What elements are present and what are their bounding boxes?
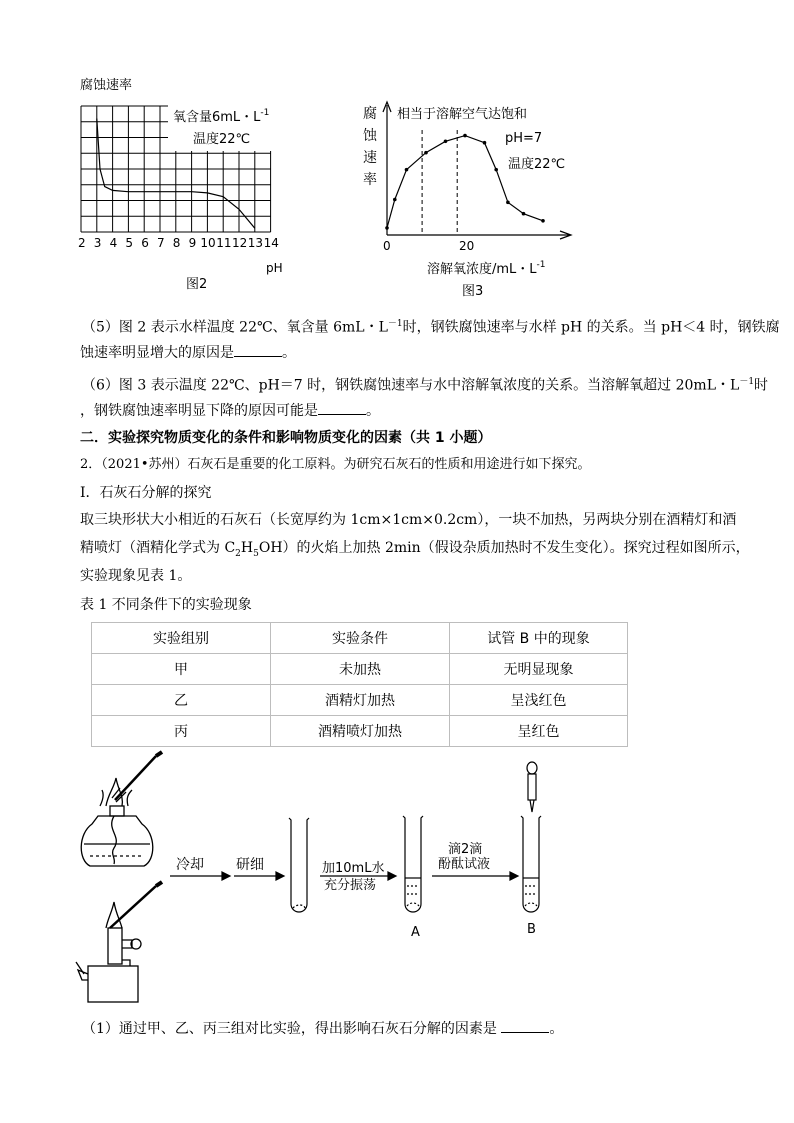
fig3-data-point <box>506 201 510 205</box>
fig3-tick-20: 20 <box>459 239 475 253</box>
fig2-x-tick-label: 14 <box>263 236 279 250</box>
table-header-row <box>92 623 628 654</box>
fig2-x-ticks <box>78 236 279 250</box>
table-cell: 酒精灯加热 <box>271 685 450 716</box>
alcohol-blowtorch-icon <box>76 882 162 1002</box>
q6-answer-blank <box>318 400 366 415</box>
svg-text:腐: 腐 <box>363 106 377 122</box>
q1-line: （1）通过甲、乙、丙三组对比实验，得出影响石灰石分解的因素是 。 <box>82 1018 563 1039</box>
experiment-diagram <box>70 748 590 1010</box>
step-phenolphthalein-label: 酚酞试液 <box>438 857 491 872</box>
fig2-x-tick-label: 10 <box>200 236 216 250</box>
fig2-caption: 图2 <box>186 277 208 292</box>
table-row <box>92 685 628 716</box>
svg-text:速: 速 <box>363 150 377 166</box>
fig2-x-tick-label: 12 <box>232 236 248 250</box>
table1-caption: 表 1 不同条件下的实验现象 <box>80 597 252 613</box>
q5-line2: 蚀速率明显增大的原因是 。 <box>80 342 296 363</box>
fig3-caption: 图3 <box>462 284 484 299</box>
para-line2: 精喷灯（酒精化学式为 $C_2H_5OH$）的火焰上加热 2min（假设杂质加热时不发生变化）。探究过程如图所示， <box>80 540 750 559</box>
table-cell: 酒精喷灯加热 <box>271 716 450 747</box>
table-header-cell: 实验组别 <box>92 623 271 654</box>
q6-line1: （6）图 3 表示温度 22℃、pH＝7 时，钢铁腐蚀速率与水中溶解氧浓度的关系。当溶解氧超过 20mL・$L^{-1}$时 <box>82 377 769 394</box>
table-cell: 呈浅红色 <box>450 685 628 716</box>
figure-3-chart <box>355 100 575 305</box>
fig3-data-point <box>393 198 397 202</box>
fig2-legend-line2: 温度22℃ <box>193 132 251 147</box>
q6-line2: ，钢铁腐蚀速率明显下降的原因可能是 。 <box>80 400 380 421</box>
table-cell: 无明显现象 <box>450 654 628 685</box>
fig2-x-tick-label: 9 <box>188 236 197 250</box>
problem-2-intro: 2．（2021•苏州）石灰石是重要的化工原料。为研究石灰石的性质和用途进行如下探究。 <box>80 457 591 472</box>
fig2-legend-line1: 氧含量6mL・$L^{-1}$ <box>173 108 270 125</box>
table-cell: 甲 <box>92 654 271 685</box>
q1-answer-blank <box>501 1018 549 1033</box>
test-tube-powder-icon <box>289 818 309 912</box>
fig3-data-point <box>385 226 389 230</box>
svg-text:率: 率 <box>363 172 377 188</box>
fig2-x-tick-label: 11 <box>216 236 232 250</box>
step-drop-label: 滴2滴 <box>448 842 483 857</box>
fig2-x-tick-label: 4 <box>109 236 118 250</box>
fig2-x-tick-label: 3 <box>93 236 102 250</box>
fig3-points <box>385 134 545 230</box>
table-1 <box>91 622 628 747</box>
table-header-cell: 试管 B 中的现象 <box>450 623 628 654</box>
fig2-xlabel: pH <box>266 261 283 275</box>
table-header-cell: 实验条件 <box>271 623 450 654</box>
q5-answer-blank <box>234 342 282 357</box>
fig3-data-point <box>424 151 428 155</box>
test-tube-a-icon <box>403 816 423 912</box>
alcohol-lamp-icon <box>81 752 162 866</box>
tube-a-label: A <box>411 925 420 940</box>
para-line1: 取三块形状大小相近的石灰石（长宽厚约为 1cm×1cm×0.2cm），一块不加热，另两块分别在酒精灯和酒 <box>80 512 737 528</box>
tube-b-label: B <box>527 922 536 937</box>
fig3-data-point <box>444 139 448 143</box>
para-line3: 实验现象见表 1。 <box>80 568 192 584</box>
fig3-tick-0: 0 <box>383 239 391 253</box>
fig2-x-tick-label: 5 <box>125 236 134 250</box>
step-shake-label: 充分振荡 <box>324 878 377 893</box>
fig3-xlabel: 溶解氧浓度/mL・$L^{-1}$ <box>427 260 546 277</box>
fig3-ylabel <box>363 106 378 188</box>
step-add-water-label: 加10mL水 <box>322 861 385 876</box>
fig3-data-point <box>522 212 526 216</box>
fig3-temp-label: 温度22℃ <box>508 157 566 172</box>
fig3-curve <box>387 136 543 228</box>
fig3-ph-label: pH=7 <box>505 131 543 146</box>
fig3-data-point <box>541 219 545 223</box>
part-i-title: Ⅰ．石灰石分解的探究 <box>80 485 212 501</box>
dropper-icon <box>527 762 537 812</box>
fig2-x-tick-label: 8 <box>172 236 181 250</box>
table-row <box>92 716 628 747</box>
figure-2-chart <box>70 95 310 295</box>
step-cool-label: 冷却 <box>176 857 204 873</box>
q5-line1: （5）图 2 表示水样温度 22℃、氧含量 6mL・$L^{-1}$时，钢铁腐蚀速率与水样 pH 的关系。当 pH＜4 时，钢铁腐 <box>82 319 780 336</box>
table-cell: 未加热 <box>271 654 450 685</box>
fig2-x-tick-label: 13 <box>247 236 264 250</box>
fig3-data-point <box>463 134 467 138</box>
fig3-data-point <box>494 168 498 172</box>
test-tube-b-icon <box>521 816 541 912</box>
fig3-data-point <box>483 141 487 145</box>
section-2-title: 二．实验探究物质变化的条件和影响物质变化的因素（共 1 小题） <box>80 430 492 446</box>
fig3-annotation: 相当于溶解空气达饱和 <box>397 107 528 122</box>
fig2-x-tick-label: 6 <box>141 236 149 250</box>
svg-text:蚀: 蚀 <box>363 128 377 144</box>
step-grind-label: 研细 <box>236 857 264 873</box>
table-cell: 呈红色 <box>450 716 628 747</box>
table-row <box>92 654 628 685</box>
fig2-x-tick-label: 7 <box>157 236 165 250</box>
fig3-data-point <box>405 168 409 172</box>
fig2-x-tick-label: 2 <box>78 236 86 250</box>
table-cell: 乙 <box>92 685 271 716</box>
table-cell: 丙 <box>92 716 271 747</box>
fig2-ylabel: 腐蚀速率 <box>80 78 133 93</box>
